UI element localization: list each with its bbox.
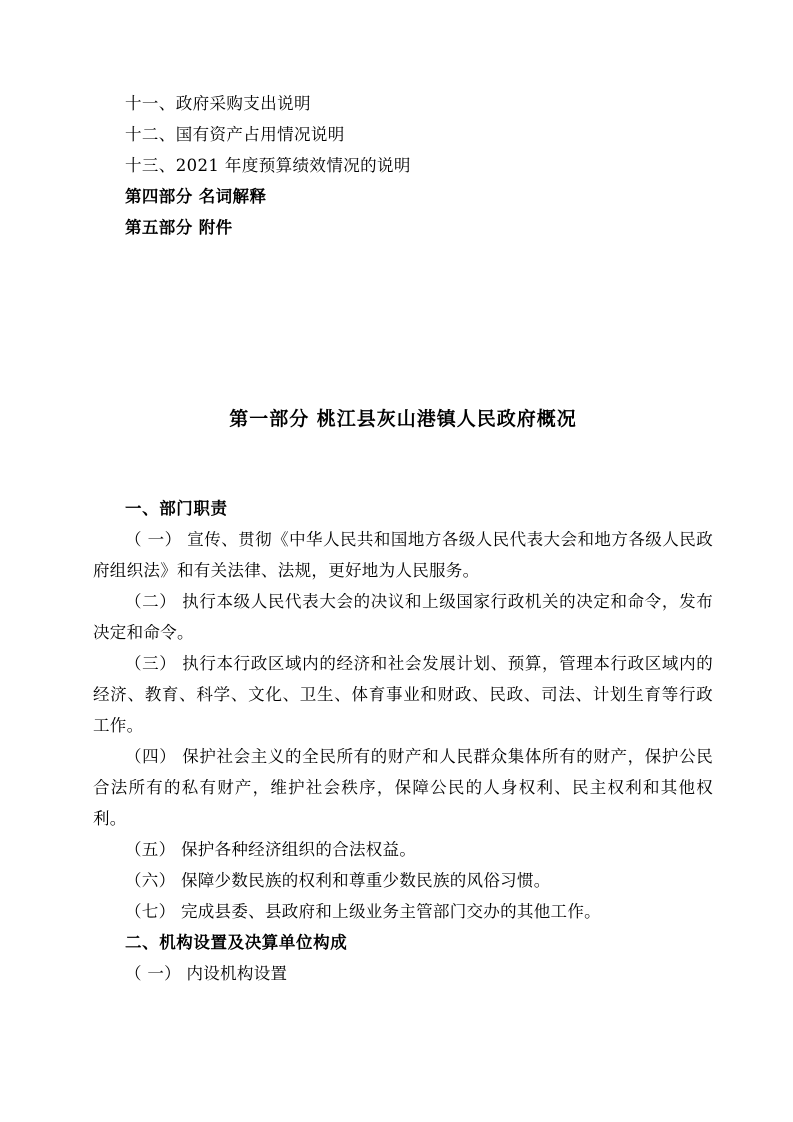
paragraph: （五） 保护各种经济组织的合法权益。 [125, 840, 417, 859]
section-heading: 二、机构设置及决算单位构成 [125, 933, 348, 952]
toc-item: 第五部分 附件 [125, 218, 233, 237]
document-body [93, 88, 713, 989]
toc-item: 十一、政府采购支出说明 [125, 94, 311, 113]
spacer [93, 435, 713, 493]
section-duties [93, 493, 713, 927]
paragraph: （六） 保障少数民族的权利和尊重少数民族的风俗习惯。 [125, 871, 551, 890]
page-title: 第一部分 桃江县灰山港镇人民政府概况 [229, 408, 577, 430]
paragraph: （ 一） 宣传、贯彻《中华人民共和国地方各级人民代表大会和地方各级人民政府组织法》和有关法律、法规，更好地为人民服务。 [93, 530, 713, 580]
section-heading: 一、部门职责 [125, 499, 228, 518]
paragraph: （四） 保护社会主义的全民所有的财产和人民群众集体所有的财产，保护公民合法所有的私有财产，维护社会秩序，保障公民的人身权利、民主权利和其他权利。 [93, 747, 713, 828]
toc-item: 十三、2021 年度预算绩效情况的说明 [125, 156, 411, 175]
spacer [93, 243, 713, 403]
toc-item: 第四部分 名词解释 [125, 187, 267, 206]
toc-item: 十二、国有资产占用情况说明 [125, 125, 345, 144]
paragraph: （七） 完成县委、县政府和上级业务主管部门交办的其他工作。 [125, 902, 601, 921]
paragraph: （ 一） 内设机构设置 [125, 964, 288, 983]
paragraph: （二） 执行本级人民代表大会的决议和上级国家行政机关的决定和命令，发布决定和命令。 [93, 592, 713, 642]
paragraph: （三） 执行本行政区域内的经济和社会发展计划、预算，管理本行政区域内的经济、教育、科学、文化、卫生、体育事业和财政、民政、司法、计划生育等行政工作。 [93, 654, 713, 735]
section-structure [93, 927, 713, 989]
toc-list [93, 88, 713, 243]
